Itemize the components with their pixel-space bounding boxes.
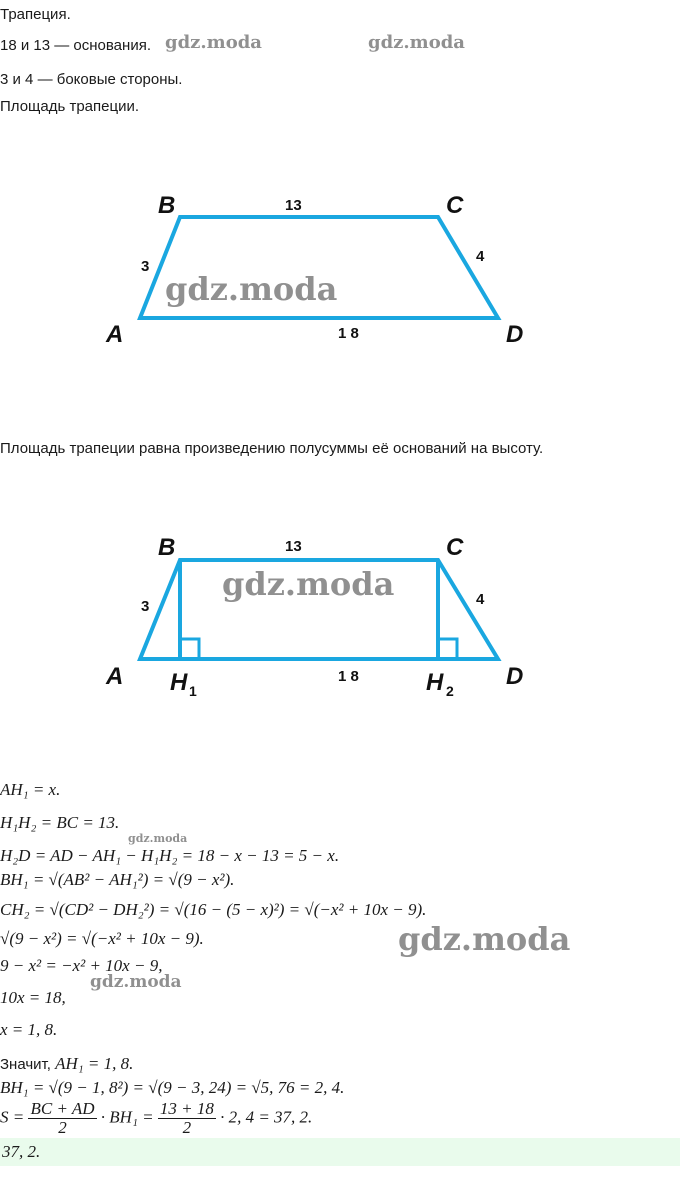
step-6: √(9 − x²) = √(−x² + 10x − 9). bbox=[0, 929, 204, 948]
watermark-2: gdz.moda bbox=[368, 32, 465, 53]
vertex-d-2: D bbox=[506, 663, 524, 690]
step-7: 9 − x² = −x² + 10x − 9, bbox=[0, 956, 163, 975]
watermark-7: gdz.moda bbox=[90, 972, 182, 992]
area-prefix: S = bbox=[0, 1107, 29, 1127]
trapezoid-figure-1 bbox=[0, 180, 680, 350]
conclusion-ah1 bbox=[0, 1054, 133, 1074]
conclusion-ah1-value: AH₁ = 1, 8. bbox=[55, 1054, 134, 1073]
vertex-b-2: B bbox=[158, 534, 176, 561]
vertex-d-1: D bbox=[506, 321, 524, 348]
step-3: H₂D = AD − AH₁ − H₁H₂ = 18 − x − 13 = 5 − x. bbox=[0, 846, 340, 865]
vertex-h2: H bbox=[426, 669, 444, 696]
step-8: 10x = 18, bbox=[0, 988, 66, 1007]
answer-value: 37, 2. bbox=[2, 1142, 41, 1161]
vertex-h2-sub: 2 bbox=[446, 683, 454, 699]
area-middle: · BH₁ = bbox=[100, 1107, 158, 1127]
fraction-2-numerator: 13 + 18 bbox=[159, 1099, 214, 1118]
step-5: CH₂ = √(CD² − DH₂²) = √(16 − (5 − x)²) = √(−x² + 10x − 9). bbox=[0, 900, 427, 919]
fraction-1-numerator: BC + AD bbox=[30, 1099, 95, 1118]
right-angle-h2 bbox=[438, 639, 457, 659]
vertex-b-1: B bbox=[158, 192, 176, 219]
step-2: H₁H₂ = BC = 13. bbox=[0, 813, 120, 832]
vertex-a-2: A bbox=[106, 663, 124, 690]
conclusion-bh1: BH₁ = √(9 − 1, 8²) = √(9 − 3, 24) = √5, 76 = 2, 4. bbox=[0, 1078, 345, 1097]
vertex-h1: H bbox=[170, 669, 188, 696]
watermark-5: gdz.moda bbox=[128, 832, 188, 845]
side-left-2: 3 bbox=[141, 598, 150, 615]
vertex-c-2: C bbox=[446, 534, 464, 561]
step-4: BH₁ = √(AB² − AH₁²) = √(9 − x²). bbox=[0, 870, 235, 889]
fraction-2-denominator: 2 bbox=[182, 1118, 192, 1137]
side-right-1: 4 bbox=[476, 248, 485, 265]
side-right-2: 4 bbox=[476, 591, 485, 608]
vertex-c-1: C bbox=[446, 192, 464, 219]
title-text: Трапеция. bbox=[0, 6, 71, 23]
side-bottom-2: 1 8 bbox=[338, 668, 359, 685]
watermark-3: gdz.moda bbox=[165, 270, 338, 308]
fraction-bases-sum bbox=[28, 1100, 96, 1137]
vertex-a-1: A bbox=[106, 321, 124, 348]
area-rule-text: Площадь трапеции равна произведению полусуммы её оснований на высоту. bbox=[0, 440, 544, 457]
side-bottom-1: 1 8 bbox=[338, 325, 359, 342]
vertex-h1-sub: 1 bbox=[189, 683, 197, 699]
sides-line: 3 и 4 — боковые стороны. bbox=[0, 71, 183, 88]
right-angle-h1 bbox=[180, 639, 199, 659]
area-end: · 2, 4 = 37, 2. bbox=[220, 1107, 313, 1127]
side-top-1: 13 bbox=[285, 197, 302, 214]
side-top-2: 13 bbox=[285, 538, 302, 555]
step-1: AH₁ = x. bbox=[0, 780, 61, 799]
fraction-1-denominator: 2 bbox=[58, 1118, 67, 1137]
step-9: x = 1, 8. bbox=[0, 1020, 58, 1039]
fraction-numeric-sum bbox=[158, 1100, 216, 1137]
answer-box bbox=[0, 1138, 680, 1166]
area-formula bbox=[0, 1100, 312, 1137]
conclusion-word: Значит, bbox=[0, 1056, 56, 1073]
watermark-1: gdz.moda bbox=[165, 32, 262, 53]
trapezoid-figure-2 bbox=[0, 520, 680, 700]
bases-line: 18 и 13 — основания. bbox=[0, 37, 151, 54]
side-left-1: 3 bbox=[141, 258, 150, 275]
watermark-6: gdz.moda bbox=[398, 920, 571, 958]
watermark-4: gdz.moda bbox=[222, 565, 395, 603]
area-line: Площадь трапеции. bbox=[0, 98, 139, 115]
